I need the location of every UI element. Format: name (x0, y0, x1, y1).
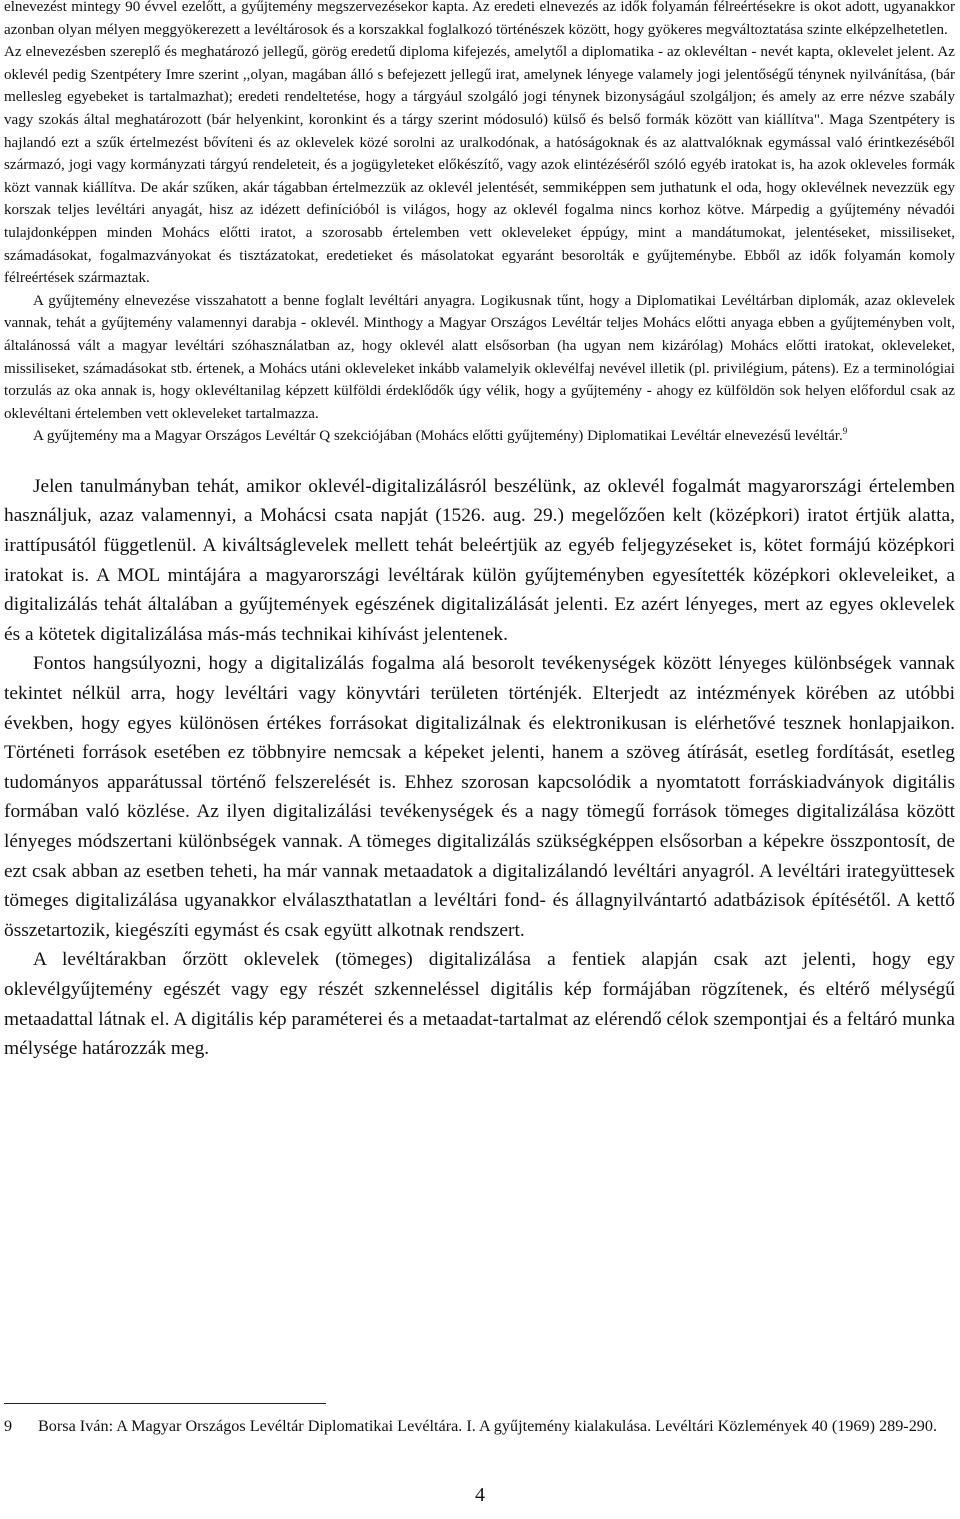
footnote-divider (4, 1403, 326, 1404)
footnote (4, 1414, 955, 1439)
small-text-section (4, 0, 955, 448)
large-text-section (4, 472, 955, 1064)
paragraph: elnevezést mintegy 90 évvel ezelőtt, a gyűjtemény megszervezésekor kapta. Az eredeti elnevezés az idők folyamán félreértésekre is okot adott, ugyanakkor azonban olyan mélyen meggyökerezett a levéltárosok és a korszakkal foglalkozó történészek között, hogy gyökeres megváltoztatása szinte elképzelhetetlen. (4, 0, 955, 38)
paragraph (4, 425, 955, 448)
document-page (4, 0, 955, 1064)
footnote-text: Borsa Iván: A Magyar Országos Levéltár Diplomatikai Levéltára. I. A gyűjtemény kialakulása. Levéltári Közlemények 40 (1969) 289-290. (38, 1417, 938, 1435)
paragraph: A levéltárakban őrzött oklevelek (tömeges) digitalizálása a fentiek alapján csak azt jelenti, hogy egy oklevélgyűjtemény egészét vagy egy részét szkenneléssel digitális kép formájában rögzítenek, és eltérő mélységű metaadattal látnak el. A digitális kép paraméterei és a metaadat-tartalmat az elérendő célok szempontjai és a feltáró munka mélysége határozzák meg. (4, 949, 955, 1060)
paragraph: Az elnevezésben szereplő és meghatározó jellegű, görög eredetű diploma kifejezés, amelytől a diplomatika - az oklevéltan - nevét kapta, oklevelet jelent. Az oklevél pedig Szentpétery Imre szerint ,,olyan, magában álló s befejezett jellegű irat, amelynek lényege valamely jogi jelentőségű ténynek nyilvánítása, (bár mellesleg egyebeket is tartalmazhat); eredeti rendeltetése, hogy a tárgyául szolgáló jogi ténynek bizonyságául szolgáljon; és amely az erre nézve szabály vagy szokás által meghatározott (bár helyenkint, koronkint és a tárgy szerint módosuló) külső és belső formák között van kiállítva". Maga Szentpétery is hajlandó ezt a szűk értelmezést bővíteni és az oklevelek közé sorolni az uralkodónak, a hatóságoknak és az alattvalóknak egymással való érintkezéséből származó, jogi vagy kormányzati tárgyú rendeleteit, és a jogügyleteket előkészítő, vagy azok elintézéséről szóló egyéb iratokat is, ha azok okleveles formák közt vannak kiállítva. De akár szűken, akár tágabban értelmezzük az oklevél jelentését, semmiképpen sem juthatunk el oda, hogy oklevélnek nevezzük egy korszak teljes levéltári anyagát, hisz az idézett definícióból is világos, hogy az oklevél fogalma nincs korhoz kötve. Márpedig a gyűjtemény névadói tulajdonképpen minden Mohács előtti iratot, a szorosabb értelemben vett okleveleket éppúgy, mint a mandátumokat, jelentéseket, missiliseket, számadásokat, fogalmazványokat és tisztázatokat, eredetieket és másolatokat egyaránt besorolták e gyűjteménybe. Ebből az idők folyamán komoly félreértések származtak. (4, 44, 955, 287)
paragraph-text: A gyűjtemény ma a Magyar Országos Levéltár Q szekciójában (Mohács előtti gyűjtemény) Diplomatikai Levéltár elnevezésű levéltár. (33, 428, 843, 445)
paragraph: Fontos hangsúlyozni, hogy a digitalizálás fogalma alá besorolt tevékenységek között lényeges különbségek vannak tekintet nélkül arra, hogy levéltári vagy könyvtári területen történjék. Elterjedt az intézmények körében az utóbbi években, hogy egyes különösen értékes forrásokat digitalizálnak és elektronikusan is elérhetővé tesznek honlapjaikon. Történeti források esetében ez többnyire nemcsak a képeket jelenti, hanem a szöveg átírását, esetleg fordítását, esetleg tudományos apparátussal történő felszerelését is. Ehhez szorosan kapcsolódik a nyomtatott forráskiadványok digitális formában való közlése. Az ilyen digitalizálási tevékenységek és a nagy tömegű források tömeges digitalizálása között lényeges módszertani különbségek vannak. A tömeges digitalizálás szükségképpen elsősorban a képekre összpontosít, de ezt csak abban az esetben teheti, ha már vannak metaadatok a digitalizálandó levéltári anyagról. A levéltári irategyüttesek tömeges digitalizálása ugyanakkor elválaszthatatlan a levéltári fond- és állagnyilvántartó adatbázisok építésétől. A kettő összetartozik, kiegészíti egymást és csak együtt alkotnak rendszert. (4, 653, 955, 941)
footnote-reference[interactable]: 9 (842, 426, 848, 437)
page-number: 4 (475, 1484, 485, 1506)
paragraph: Jelen tanulmányban tehát, amikor oklevél-digitalizálásról beszélünk, az oklevél fogalmát magyarországi értelemben használjuk, azaz valamennyi, a Mohácsi csata napját (1526. aug. 29.) megelőzően kelt (középkori) iratot értjük alatta, irattípusától függetlenül. A kiváltságlevelek mellett tehát beleértjük az egyéb feljegyzéseket is, kötet formájú középkori iratokat is. A MOL mintájára a magyarországi levéltárak külön gyűjteményben egyesítették középkori okleveleiket, a digitalizálás tehát általában a gyűjtemények egészének digitalizálását jelenti. Ez azért lényeges, mert az egyes oklevelek és a kötetek digitalizálása más-más technikai kihívást jelentenek. (4, 475, 955, 645)
footnote-number: 9 (4, 1417, 13, 1435)
paragraph: A gyűjtemény elnevezése visszahatott a benne foglalt levéltári anyagra. Logikusnak tűnt, hogy a Diplomatikai Levéltárban diplomák, azaz oklevelek vannak, tehát a gyűjtemény valamennyi darabja - oklevél. Minthogy a Magyar Országos Levéltár teljes Mohács előtti anyaga ebben a gyűjteményben volt, általánossá vált a magyar levéltári szóhasználatban az, hogy oklevél alatt elsősorban (ha ugyan nem kizárólag) Mohács előtti iratokat, okleveleket, missiliseket, számadásokat stb. értenek, a Mohács utáni okleveleket inkább valamelyik oklevélfaj nevével illetik (pl. privilégium, pátens). Ez a terminológiai torzulás az oka annak is, hogy oklevéltanilag képzett külföldi érdeklődők úgy vélik, hogy a gyűjtemény - ahogy ez külföldön sok helyen előfordul csak az oklevéltani értelemben vett okleveleket tartalmazza. (4, 292, 955, 422)
